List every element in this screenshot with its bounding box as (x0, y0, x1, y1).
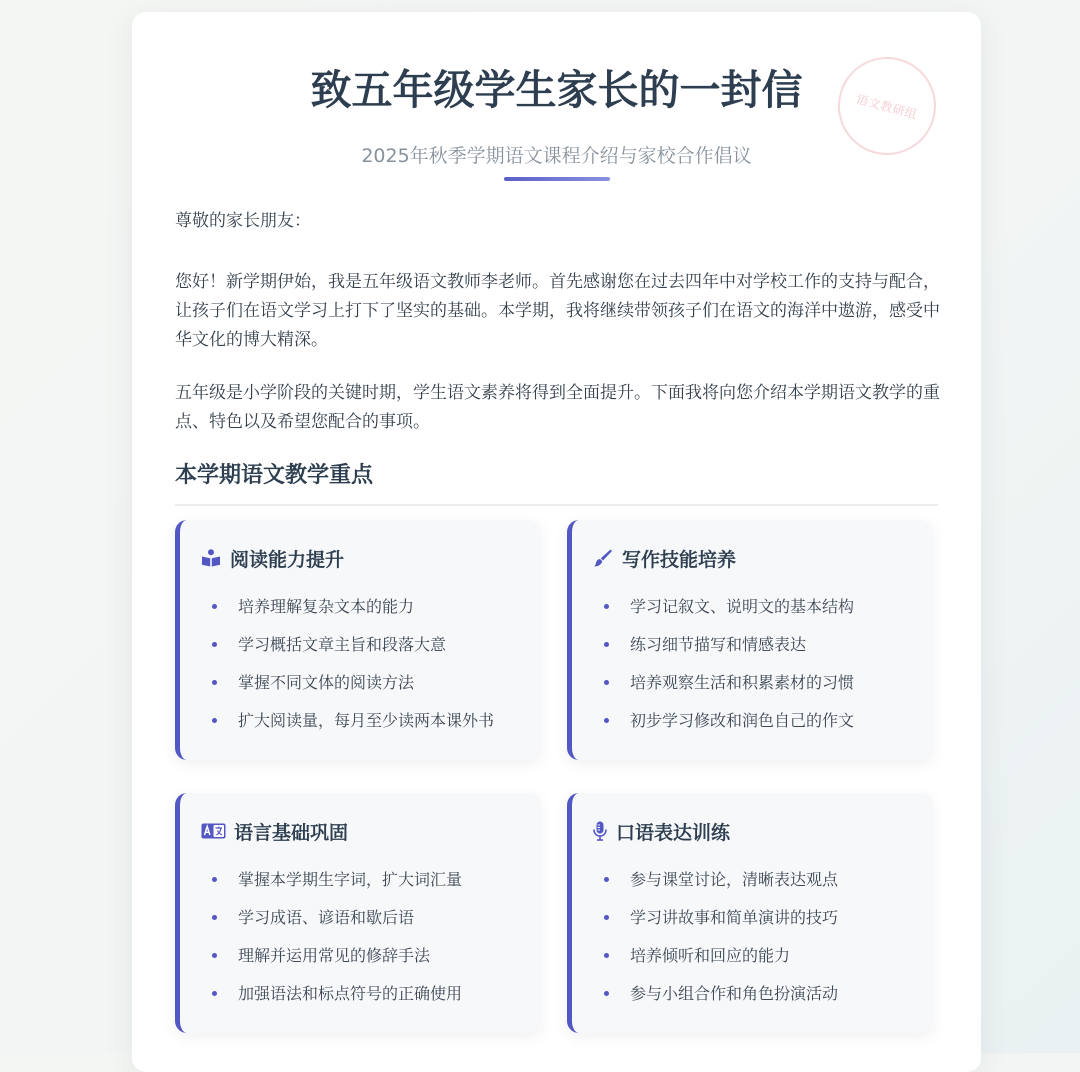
list-item: 参与课堂讨论，清晰表达观点 (602, 861, 838, 899)
card-header (592, 544, 736, 572)
card-list (210, 588, 494, 740)
list-item: 掌握不同文体的阅读方法 (210, 664, 494, 702)
section-title: 本学期语文教学重点 (175, 463, 374, 488)
list-item: 初步学习修改和润色自己的作文 (602, 702, 854, 740)
list-item: 扩大阅读量，每月至少读两本课外书 (210, 702, 494, 740)
card-list (602, 861, 838, 1013)
list-item: 培养观察生活和积累素材的习惯 (602, 664, 854, 702)
card-language (175, 793, 541, 1033)
letter-container (132, 12, 981, 1072)
list-item: 学习成语、谚语和歇后语 (210, 899, 462, 937)
book-reader-icon (200, 547, 222, 569)
list-item: 练习细节描写和情感表达 (602, 626, 854, 664)
list-item: 参与小组合作和角色扮演活动 (602, 975, 838, 1013)
greeting-text: 尊敬的家长朋友： (175, 211, 311, 231)
seal-stamp-text: 语文教研组 (854, 91, 919, 122)
list-item: 培养倾听和回应的能力 (602, 937, 838, 975)
title-underline-divider (504, 177, 610, 181)
card-speaking (567, 793, 933, 1033)
page-title: 致五年级学生家长的一封信 (310, 66, 803, 114)
list-item: 理解并运用常见的修辞手法 (210, 937, 462, 975)
page-subtitle: 2025年秋季学期语文课程介绍与家校合作倡议 (361, 145, 752, 167)
list-item: 加强语法和标点符号的正确使用 (210, 975, 462, 1013)
list-item: 掌握本学期生字词，扩大词汇量 (210, 861, 462, 899)
card-reading (175, 520, 541, 760)
card-title: 语言基础巩固 (234, 821, 349, 844)
microphone-icon (592, 820, 608, 842)
card-header (200, 544, 344, 572)
card-list (602, 588, 854, 740)
card-title: 写作技能培养 (622, 548, 737, 571)
list-item: 学习记叙文、说明文的基本结构 (602, 588, 854, 626)
list-item: 学习讲故事和简单演讲的技巧 (602, 899, 838, 937)
card-header (592, 817, 730, 845)
section-heading (175, 460, 938, 506)
list-item: 培养理解复杂文本的能力 (210, 588, 494, 626)
list-item: 学习概括文章主旨和段落大意 (210, 626, 494, 664)
language-icon (200, 820, 226, 842)
card-title: 阅读能力提升 (230, 548, 345, 571)
card-list (210, 861, 462, 1013)
card-title: 口语表达训练 (616, 821, 731, 844)
pen-brush-icon (592, 547, 614, 569)
overview-paragraph: 五年级是小学阶段的关键时期，学生语文素养将得到全面提升。下面我将向您介绍本学期语文教学的重点、特色以及希望您配合的事项。 (175, 383, 940, 432)
card-writing (567, 520, 933, 760)
intro-paragraph: 您好！新学期伊始，我是五年级语文教师李老师。首先感谢您在过去四年中对学校工作的支持与配合，让孩子们在语文学习上打下了坚实的基础。本学期，我将继续带领孩子们在语文的海洋中遨游，感受中华文化的博大精深。 (175, 272, 940, 350)
card-header (200, 817, 348, 845)
